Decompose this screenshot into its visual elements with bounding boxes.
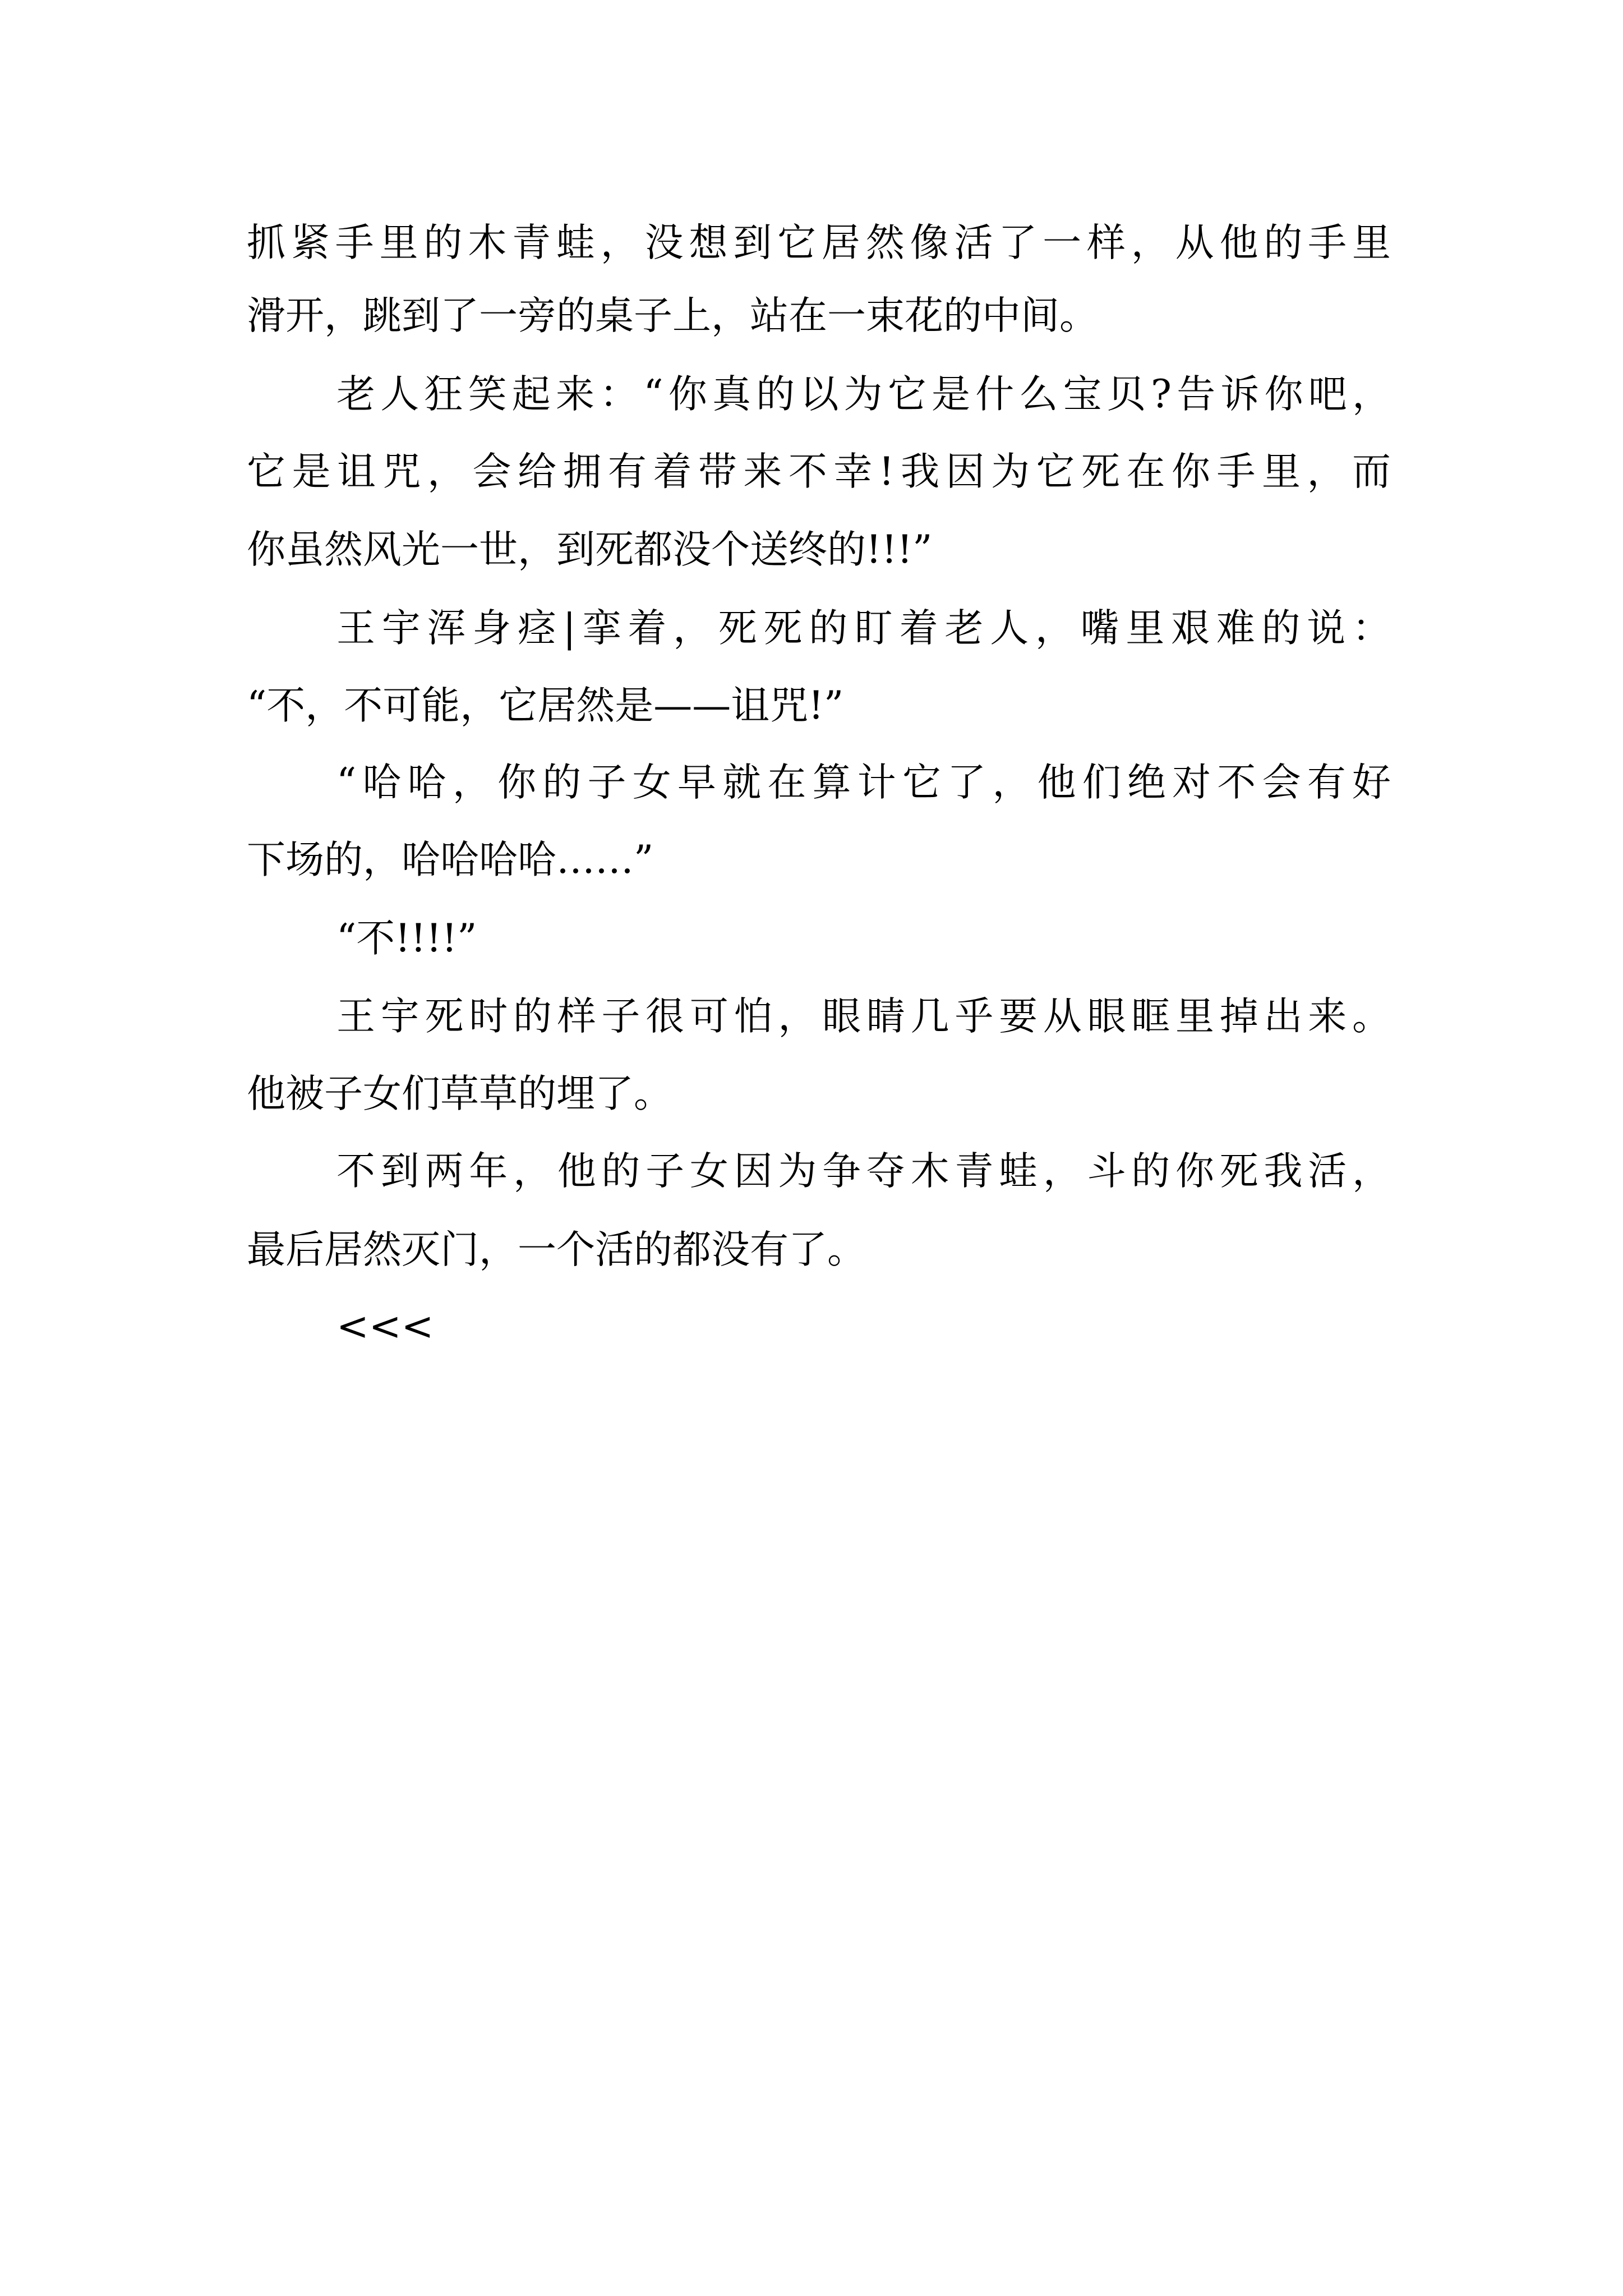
text-line: 不到两年，他的子女因为争夺木青蛙，斗的你死我活，	[336, 1149, 1391, 1194]
text-line: 王宇浑身痉|挛着，死死的盯着老人，嘴里艰难的说：	[336, 606, 1391, 651]
text-line: 它是诅咒，会给拥有着带来不幸!我因为它死在你手里，而	[247, 449, 1391, 494]
text-line: 他被子女们草草的埋了。	[247, 1071, 672, 1116]
text-line: 下场的，哈哈哈哈……”	[247, 838, 654, 882]
text-line: “不!!!!”	[336, 916, 477, 961]
text-line: 最后居然灭门，一个活的都没有了。	[247, 1227, 866, 1272]
text-line: “哈哈，你的子女早就在算计它了，他们绝对不会有好	[336, 760, 1391, 805]
end-marker: <<<	[336, 1304, 434, 1349]
text-line: “不，不可能，它居然是——诅咒!”	[247, 683, 844, 728]
text-line: 滑开，跳到了一旁的桌子上，站在一束花的中间。	[247, 293, 1098, 338]
text-line: 你虽然风光一世，到死都没个送终的!!!”	[247, 527, 933, 572]
text-line: 抓紧手里的木青蛙，没想到它居然像活了一样，从他的手里	[247, 220, 1391, 265]
text-line: 老人狂笑起来：“你真的以为它是什么宝贝?告诉你吧，	[336, 372, 1391, 417]
text-line: 王宇死时的样子很可怕，眼睛几乎要从眼眶里掉出来。	[336, 994, 1391, 1039]
